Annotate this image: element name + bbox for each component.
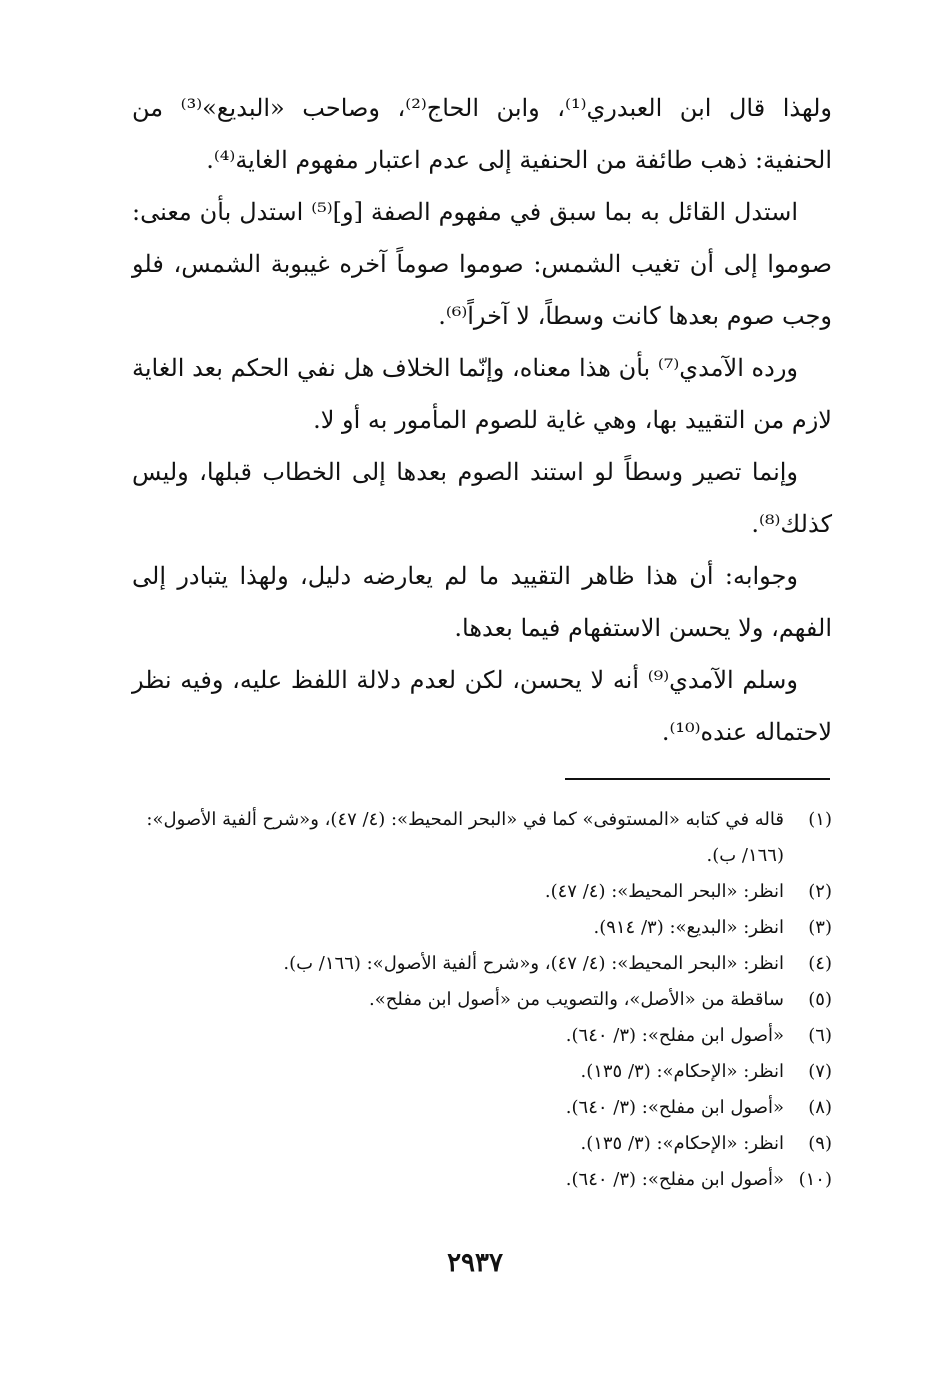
paragraph: ولهذا قال ابن العبدري⁽¹⁾، وابن الحاج⁽²⁾، وصاحب «البديع»⁽³⁾ من الحنفية: ذهب طائفة من الحنفية إلى عدم اعتبار مفهوم الغاية⁽⁴⁾. (132, 94, 832, 174)
footnote-number: (٥) (808, 989, 832, 1010)
footnote (132, 982, 832, 1018)
page-number: ٢٩٣٧ (447, 1248, 503, 1278)
footnote-number: (٣) (808, 917, 832, 938)
footnote (132, 802, 832, 874)
footnote-number: (٩) (808, 1133, 832, 1154)
main-text (132, 82, 832, 758)
footnote (132, 874, 832, 910)
paragraph: استدل القائل به بما سبق في مفهوم الصفة [و]⁽⁵⁾ استدل بأن معنى: صوموا إلى أن تغيب الشمس: صوموا صوماً آخره غيبوبة الشمس، فلو وجب صوم بعدها كانت وسطاً، لا آخراً⁽⁶⁾. (132, 198, 832, 330)
footnote-number: (٤) (808, 953, 832, 974)
footnotes (132, 802, 832, 1198)
footnote-text: ساقطة من «الأصل»، والتصويب من «أصول ابن مفلح». (369, 989, 784, 1010)
footnote-text: انظر: «البديع»: (٣/ ٩١٤). (593, 917, 784, 938)
footnote-text: انظر: «الإحكام»: (٣/ ١٣٥). (580, 1133, 784, 1154)
footnote (132, 946, 832, 982)
footnote (132, 1162, 832, 1198)
footnote-text: «أصول ابن مفلح»: (٣/ ٦٤٠). (565, 1025, 784, 1046)
footnote (132, 910, 832, 946)
paragraph: ورده الآمدي⁽⁷⁾ بأن هذا معناه، وإنّما الخلاف هل نفي الحكم بعد الغاية لازم من التقييد بها، وهي غاية للصوم المأمور به أو لا. (132, 354, 832, 434)
paragraph: وجوابه: أن هذا ظاهر التقييد ما لم يعارضه دليل، ولهذا يتبادر إلى الفهم، ولا يحسن الاستفهام فيما بعدها. (132, 562, 832, 642)
footnote-number: (٦) (808, 1025, 832, 1046)
footnote (132, 1126, 832, 1162)
footnote-text: انظر: «البحر المحيط»: (٤/ ٤٧)، و«شرح ألفية الأصول»: (١٦٦/ ب). (283, 953, 784, 974)
footnote-number: (٢) (808, 881, 832, 902)
footnote-text: انظر: «البحر المحيط»: (٤/ ٤٧). (544, 881, 784, 902)
footnote (132, 1018, 832, 1054)
footnote-text: قاله في كتابه «المستوفى» كما في «البحر المحيط»: (٤/ ٤٧)، و«شرح ألفية الأصول»: (١٦٦/ ب). (146, 809, 784, 866)
footnote-text: انظر: «الإحكام»: (٣/ ١٣٥). (580, 1061, 784, 1082)
footnote-text: «أصول ابن مفلح»: (٣/ ٦٤٠). (565, 1097, 784, 1118)
paragraph: وسلم الآمدي⁽⁹⁾ أنه لا يحسن، لكن لعدم دلالة اللفظ عليه، وفيه نظر لاحتماله عنده⁽¹⁰⁾. (132, 666, 832, 746)
footnote-number: (١) (808, 809, 832, 830)
footnote-separator (565, 778, 830, 780)
footnote-text: «أصول ابن مفلح»: (٣/ ٦٤٠). (565, 1169, 784, 1190)
footnote-number: (١٠) (798, 1169, 832, 1190)
footnote (132, 1054, 832, 1090)
paragraph: وإنما تصير وسطاً لو استند الصوم بعدها إلى الخطاب قبلها، وليس كذلك⁽⁸⁾. (132, 458, 832, 538)
footnote-number: (٧) (808, 1061, 832, 1082)
footnote-number: (٨) (808, 1097, 832, 1118)
footnote (132, 1090, 832, 1126)
